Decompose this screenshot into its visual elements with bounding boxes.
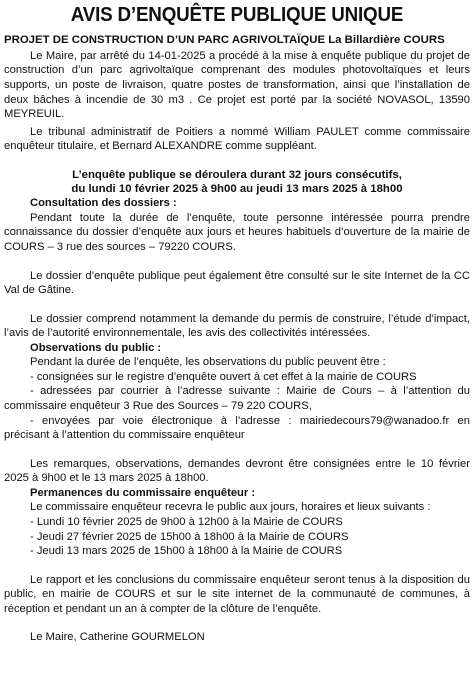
observations-remarks: Les remarques, observations, demandes devront être consignées entre le 10 février 2025 à 9h00 et le 13 mars 2025 à 18h00. [4, 457, 470, 485]
consultation-paragraph-3: Le dossier comprend notamment la demande du permis de construire, l’étude d’impact, l’avis de l’autorité environnementale, les avis des collectivités intéressées. [4, 312, 470, 340]
observations-item-email: - envoyées par voie électronique à l’adresse : mairiedecours79@wanadoo.fr en précisant à l’attention du commissaire enquêteur [4, 414, 470, 442]
permanence-date-2: - Jeudi 27 février 2025 de 15h00 à 18h00 à la Mairie de COURS [30, 530, 349, 543]
consultation-heading: Consultation des dossiers : [30, 197, 177, 210]
signature: Le Maire, Catherine GOURMELON [30, 631, 205, 644]
observations-item-mail: - adressées par courrier à l’adresse suivante : Mairie de Cours – à l’attention du commissaire enquêteur 3 Rue des Sources – 79 220 COURS, [4, 385, 470, 413]
duration-line-2: du lundi 10 février 2025 à 9h00 au jeudi 13 mars 2025 à 18h00 [71, 183, 403, 196]
notice-title: AVIS D’ENQUÊTE PUBLIQUE UNIQUE [70, 4, 404, 26]
permanence-date-3: - Jeudi 13 mars 2025 de 15h00 à 18h00 à la Mairie de COURS [30, 545, 343, 558]
intro-paragraph: Le Maire, par arrêté du 14-01-2025 a procédé à la mise à enquête publique du projet de construction d’un parc agrivoltaïque comprenant des modules photovoltaïques et leurs supports, un poste de livraison, quatre postes de transformation, ainsi que l’installation de deux bâches à incendie de 30 m3 . Ce projet est porté par la société NOVASOL, 13590 MEYREUIL. [4, 49, 470, 121]
observations-item-register: - consignées sur le registre d’enquête ouvert à cet effet à la mairie de COURS [30, 370, 417, 383]
permanences-heading: Permanences du commissaire enquêteur : [30, 486, 256, 499]
notice-subtitle: PROJET DE CONSTRUCTION D’UN PARC AGRIVOLTAÏQUE La Billardière COURS [4, 33, 445, 46]
tribunal-paragraph: Le tribunal administratif de Poitiers a nommé William PAULET comme commissaire enquêteur titulaire, et Bernard ALEXANDRE comme suppléant. [4, 125, 470, 153]
duration-line-1: L’enquête publique se déroulera durant 32 jours consécutifs, [72, 168, 402, 181]
permanence-date-1: - Lundi 10 février 2025 de 9h00 à 12h00 à la Mairie de COURS [30, 515, 343, 528]
consultation-paragraph-2: Le dossier d’enquête publique peut également être consulté sur le site Internet de la CC Val de Gâtine. [4, 269, 470, 297]
report-paragraph: Le rapport et les conclusions du commissaire enquêteur seront tenus à la disposition du public, en mairie de COURS et sur le site internet de la communauté de communes, à réception et pendant un an à compter de la clôture de l’enquête. [4, 573, 470, 615]
permanences-intro: Le commissaire enquêteur recevra le public aux jours, horaires et lieux suivants : [30, 501, 431, 514]
consultation-paragraph-1: Pendant toute la durée de l’enquête, toute personne intéressée pourra prendre connaissance du dossier d’enquête aux jours et heures habituels d’ouverture de la mairie de COURS – 3 rue des sources – 79220 COURS. [4, 211, 470, 253]
observations-heading: Observations du public : [30, 341, 162, 354]
observations-intro: Pendant la durée de l’enquête, les observations du public peuvent être : [30, 356, 386, 369]
duration-block [4, 168, 470, 197]
